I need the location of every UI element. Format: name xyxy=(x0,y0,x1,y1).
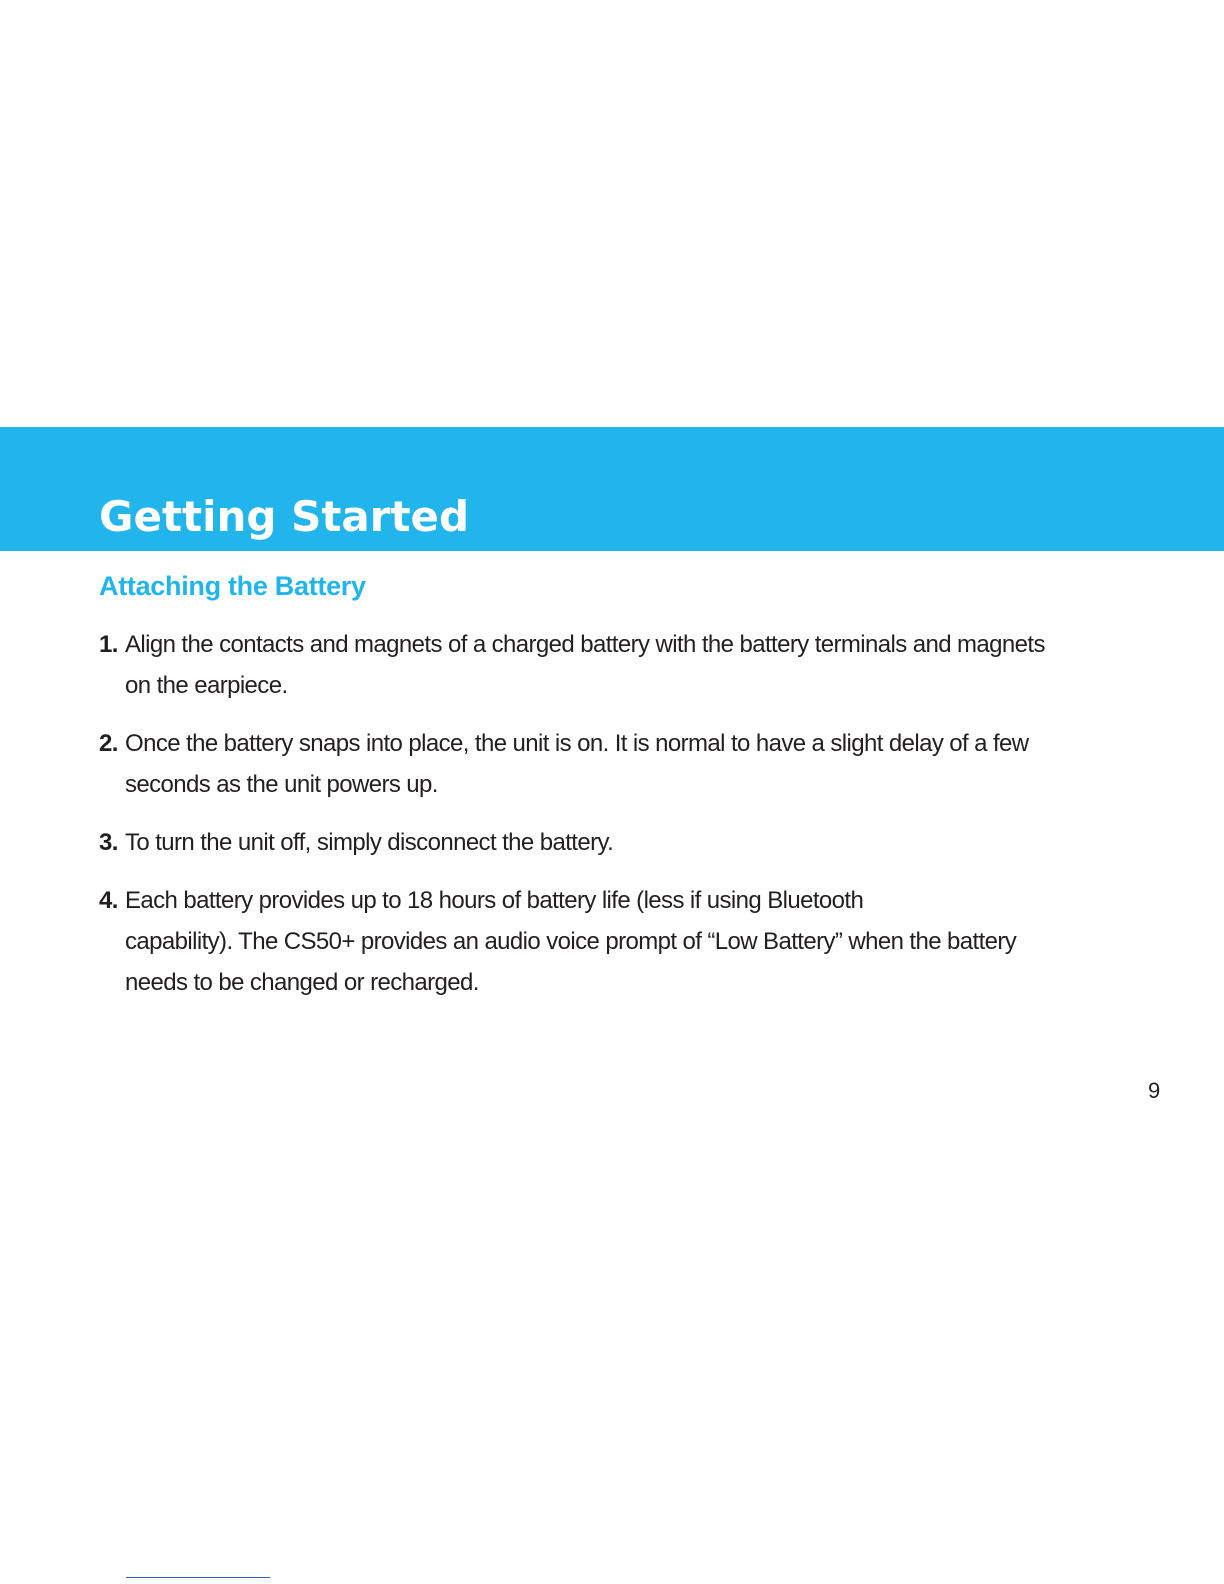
step-number: 3. xyxy=(99,829,118,856)
footer-rule xyxy=(126,1577,270,1578)
page-number: 9 xyxy=(1148,1078,1161,1103)
step-item xyxy=(99,624,1089,706)
step-text-line: To turn the unit off, simply disconnect the battery. xyxy=(125,829,614,856)
step-item xyxy=(99,822,1089,863)
step-text-line: needs to be changed or recharged. xyxy=(125,969,479,996)
steps-list xyxy=(99,624,1089,1003)
step-number: 4. xyxy=(99,887,118,914)
page-title: Getting Started xyxy=(99,492,470,541)
step-text-line: seconds as the unit powers up. xyxy=(125,771,438,798)
section-heading: Attaching the Battery xyxy=(99,571,366,601)
step-text-line: Each battery provides up to 18 hours of battery life (less if using Bluetooth xyxy=(125,887,864,914)
step-number: 2. xyxy=(99,730,118,757)
step-text-line: capability). The CS50+ provides an audio voice prompt of “Low Battery” when the battery xyxy=(125,928,1017,955)
step-text-line: Align the contacts and magnets of a charged battery with the battery terminals and magnets xyxy=(125,631,1045,658)
step-item xyxy=(99,880,1089,1003)
step-number: 1. xyxy=(99,631,118,658)
step-item xyxy=(99,723,1089,805)
step-text-line: on the earpiece. xyxy=(125,672,288,699)
step-text-line: Once the battery snaps into place, the unit is on. It is normal to have a slight delay of a few xyxy=(125,730,1029,757)
